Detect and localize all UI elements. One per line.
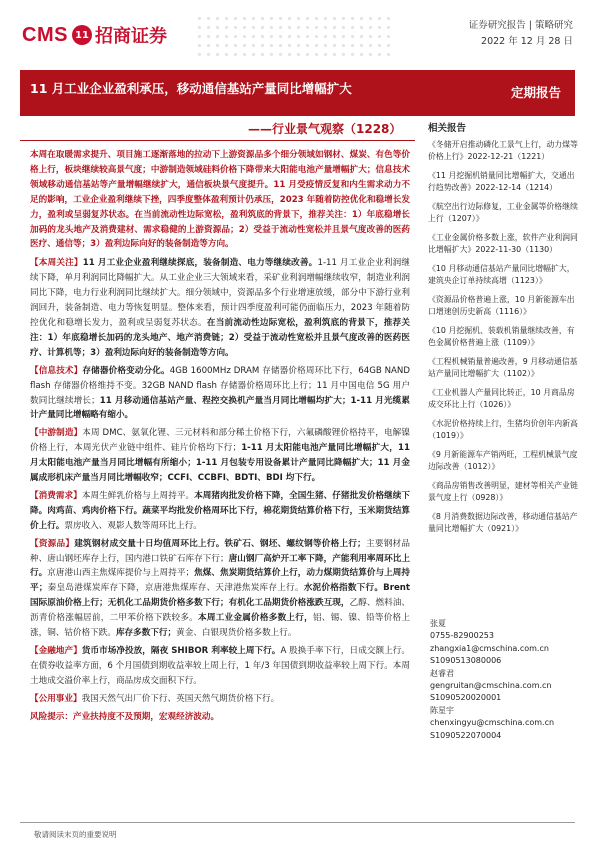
paragraph-text: 我国天然气出厂价下行、英国天然气期货价格下行。 xyxy=(81,693,280,704)
related-report-link[interactable]: 《10 月挖掘机、装载机销量继续改善，有色金属价格普遍上涨（1109）》 xyxy=(428,326,575,348)
analyst-info-line: 0755-82900253 xyxy=(430,631,494,641)
analyst-info-line: gengruitan@cmschina.com.cn xyxy=(430,681,552,691)
section-paragraph xyxy=(30,644,410,689)
risk-warning: 风险提示：产业扶持度不及预期，宏观经济波动。 xyxy=(30,711,220,722)
paragraph-emphasis: 本周工业金属价格多数上行， xyxy=(198,613,313,624)
paragraph-emphasis: 在当前流动性边际宽松，盈利筑底的背景下，推荐关注：1）年底稳增长加码的龙头地产、地产消费链；2）受益于流动性宽松并且景气度改善的医药医疗、计算机等；3）盈利边际向好的装备制造等方向。 xyxy=(30,317,410,358)
section-label: 【消费需求】 xyxy=(30,490,82,501)
analyst-info-line: 陈星宇 xyxy=(430,705,454,715)
paragraph-text: 1-11 月工业企业利润继续下降，单月利润同比降幅扩大。从工业企业三大领域来看，采矿业利润增幅继续收窄，制造业利润同比下降，电力行业利润同比继续扩大。细分领域中，资源品多个行业增速放缓，部分中下游行业利润回升，装备制造、电力等恢复明显。整体来看，预计四季度盈利可能仍面临压力，2023 年随着防控优化和稳增长发力，盈利或呈弱复苏状态。 xyxy=(30,258,410,328)
summary-text: 本周在取暖需求提升、项目施工逐渐落地的拉动下上游资源品多个细分领域如钢材、煤炭、有色等价格上行，板块继续较高景气度；中游制造领域硅料价格下降带来大阳能电池产量增幅扩大；信息技术领域移动通信基站等产量增幅继续扩大，通信板块景气度提升。11 月受疫情反复和内生需求动力不足的影响，工业企业盈利继续下挫，四季度整体盈利预计仍承压，2023 年随着防控优化和稳增长发力，盈利或呈弱复苏状态。在当前流动性边际宽松，盈利筑底的背景下，推荐关注：1）年底稳增长加码的龙头地产及消费建材、需求稳健的上游资源品；2）受益于流动性宽松并且景气度改善的医药医疗、通信等；3）盈利边际向好的装备制造等方向。 xyxy=(30,150,410,250)
related-report-link[interactable]: 《航空出行边际修复，工业金属等价格继续上行（1207）》 xyxy=(428,202,578,224)
analyst-info-line: chenxingyu@cmschina.com.cn xyxy=(430,718,555,728)
report-subtitle: ——行业景气观察（1228） xyxy=(248,122,402,136)
paragraph-emphasis: 本周猪肉批发价格下降，全国生猪、仔猪批发价格继续下降。肉鸡苗、鸡肉价格下行。蔬菜平均批发价格周环比下行，棉花期货结算价格下行，玉米期货结算价上行。 xyxy=(30,490,410,531)
paragraph-emphasis: 11 月工业企业盈利继续探底，装备制造、电力等继续改善。 xyxy=(82,258,318,269)
related-report-link[interactable]: 《工业机器人产量同比转正，10 月商品房成交环比上行（1026）》 xyxy=(428,388,575,410)
paragraph-text: 本周 DMC、氨氧化锂、三元材料和部分稀土价格下行，六氟磷酸锂价格持平，电解镍价格上行，本周光伏产业链中组件、硅片价格均下行； xyxy=(30,428,410,454)
paragraph-text: 京唐港山西主焦煤库提价与上周持平； xyxy=(47,568,195,579)
section-label: 【公用事业】 xyxy=(30,693,82,704)
report-date: 2022 年 12 月 28 日 xyxy=(481,36,573,47)
paragraph-emphasis: 1-11 月太阳能电池产量同比增幅扩大，11 月太阳能电池产量当月同比增幅有所缩小；1-11 月包装专用设备累计产量同比降幅扩大；11 月金属成形机床产量当月同比增幅收窄；CCFI、CCBFI、BDTI、BDI 均下行。 xyxy=(30,443,410,484)
related-report-link[interactable]: 《冬储开启推动磷化工景气上行，动力煤等价格上行》2022-12-21（1221） xyxy=(428,140,578,162)
related-report-link[interactable]: 《8 月消费数据边际改善，移动通信基站产量同比增幅扩大（0921）》 xyxy=(428,512,578,534)
section-paragraphs xyxy=(30,256,410,706)
paragraph-emphasis: 唐山钢厂高炉开工率下降，产能利用率周环比上行。 xyxy=(30,553,410,579)
section-paragraph xyxy=(30,489,410,534)
header-dot-pattern xyxy=(195,14,395,62)
paragraph-emphasis: 水泥价格指数下行。Brent 国际原油价格上行；无机化工品期货价格多数下行；有机化工品期货价格涨跌互现， xyxy=(30,583,410,609)
related-report-link[interactable]: 《工业金属价格多数上涨，软件产业利润同比增幅扩大》2022-11-30（1130） xyxy=(428,233,578,255)
paragraph-emphasis: 建筑钢材成交量十日均值周环比上行。铁矿石、钢坯、螺纹钢等价格上行； xyxy=(74,538,366,549)
paragraph-text: 铝、锡、镍、铅等价格上涨，铜、钴价格下跌。 xyxy=(30,613,410,639)
section-label: 【金融地产】 xyxy=(30,646,82,656)
analyst-info-line: S1090522070004 xyxy=(430,730,502,740)
section-label: 【本周关注】 xyxy=(30,258,83,269)
related-report-link[interactable]: 《10 月移动通信基站产量同比增幅扩大，建筑央企订单持续高增（1123）》 xyxy=(428,264,575,286)
related-report-link[interactable]: 《11 月挖掘机销量同比增幅扩大，交通出行趋势改善》2022-12-14（1214） xyxy=(428,171,575,193)
logo-mark-icon: 11 xyxy=(72,25,92,45)
footer-divider xyxy=(20,822,575,823)
section-paragraph xyxy=(30,364,410,424)
section-paragraph xyxy=(30,537,410,641)
report-title: 11 月工业企业盈利承压，移动通信基站产量同比增幅扩大 xyxy=(30,81,352,96)
paragraph-emphasis: 存储器价格变动分化。 xyxy=(82,365,170,376)
related-report-link[interactable]: 《水泥价格持续上行，生猪均价创年内新高（1019）》 xyxy=(428,419,578,441)
section-paragraph xyxy=(30,256,410,360)
analyst-info-line: S1090513080006 xyxy=(430,656,502,666)
section-label: 【中游制造】 xyxy=(30,428,83,439)
analyst-info-line: zhangxia1@cmschina.com.cn xyxy=(430,643,549,653)
paragraph-text: 黄金、白银现货价格多数上行。 xyxy=(176,628,297,639)
paragraph-text: 票房收入、观影人数等周环比上行。 xyxy=(64,520,202,531)
paragraph-text: 秦皇岛港煤炭库存下降，京唐港焦煤库存、天津港焦炭库存上行。 xyxy=(47,583,304,594)
section-paragraph xyxy=(30,692,410,707)
header-meta xyxy=(469,18,573,50)
section-paragraph xyxy=(30,426,410,486)
related-report-link[interactable]: 《商品房销售改善明显，建材等相关产业链景气度上行（0928）》 xyxy=(428,481,578,503)
paragraph-emphasis: 焦煤、焦炭期货结算价上行，动力煤期货结算价与上周持平； xyxy=(30,568,410,594)
main-content xyxy=(30,148,410,722)
paragraph-text: 主要钢材品种、唐山钢坯库存上行，国内港口铁矿石库存下行； xyxy=(30,538,410,564)
paragraph-text: 4GB 1600MHz DRAM 存储器价格周环比下行，64GB NAND flash 存储器价格维持不变。32GB NAND flash 存储器价格周环比上行；11 月中国电信 5G 用户数同比继续增长； xyxy=(30,365,410,406)
related-reports-heading: 相关报告 xyxy=(428,123,467,134)
paragraph-text: A 股换手率下行，日成交额上行。在债券收益率方面，6 个月国债到期收益率较上周上行，1 年/3 年国债到期收益率较上周下行。本周土地成交溢价率上行，商品房成交面积下行。 xyxy=(30,646,410,686)
analyst-info xyxy=(430,618,580,742)
analyst-info-line: S1090520020001 xyxy=(430,693,502,703)
paragraph-emphasis: 库存多数下行； xyxy=(115,628,177,639)
paragraph-text: 乙醇、燃料油、沥青价格涨幅居前，二甲苯价格下跌较多。 xyxy=(30,598,410,624)
report-type-tag: 定期报告 xyxy=(510,85,561,100)
paragraph-emphasis: 11 月移动通信基站产量、程控交换机产量当月同比增幅均扩大；1-11 月光缆累计产量同比增幅略有缩小。 xyxy=(30,395,410,421)
analyst-info-line: 张夏 xyxy=(430,619,446,628)
report-category: 证券研究报告 | 策略研究 xyxy=(468,20,573,31)
paragraph-text: 本周生鲜乳价格与上周持平。 xyxy=(81,490,195,501)
paragraph-emphasis: 货币市场净投放，隔夜 SHIBOR 利率较上周下行。 xyxy=(81,646,281,656)
footer-note: 敬请阅读末页的重要说明 xyxy=(34,830,117,839)
analyst-info-line: 赵睿君 xyxy=(430,668,454,678)
related-report-link[interactable]: 《工程机械销量普遍改善，9 月移动通信基站产量同比增幅扩大（1102）》 xyxy=(428,357,578,379)
section-label: 【信息技术】 xyxy=(30,365,83,376)
title-bar xyxy=(20,70,575,116)
logo-text-cn: 招商证券 xyxy=(94,26,167,47)
company-logo xyxy=(22,22,167,48)
related-report-link[interactable]: 《9 月新能源车产销两旺，工程机械景气度边际改善（1012）》 xyxy=(428,450,578,472)
related-reports-list xyxy=(428,139,580,535)
title-divider xyxy=(20,140,415,141)
page-header xyxy=(20,14,575,64)
logo-text-en: CMS xyxy=(22,23,68,46)
related-report-link[interactable]: 《资源品价格普遍上涨，10 月新能源车出口增速创历史新高（1116）》 xyxy=(428,295,575,317)
related-reports xyxy=(428,120,580,542)
section-label: 【资源品】 xyxy=(30,538,75,549)
